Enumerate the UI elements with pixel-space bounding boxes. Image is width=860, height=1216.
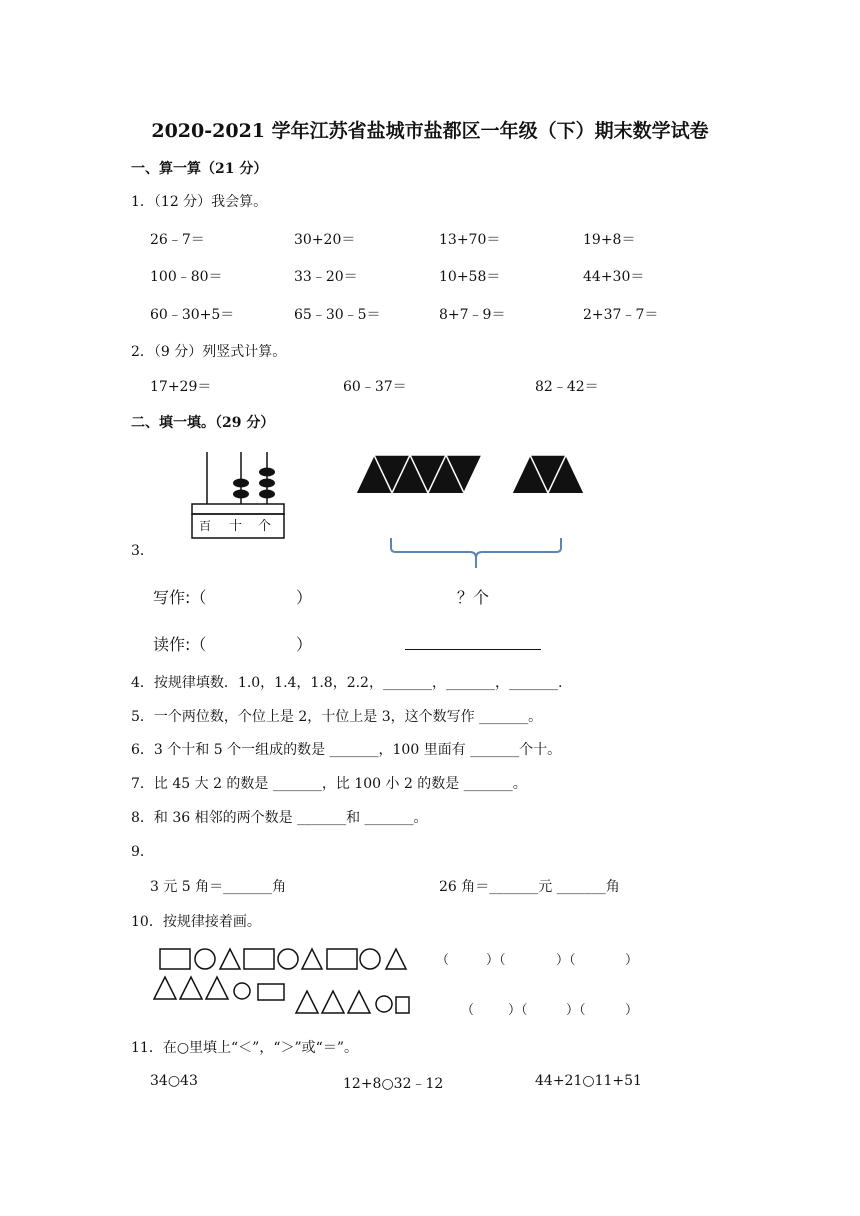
q9-number: 9． <box>131 844 154 860</box>
q4-text: 4．按规律填数．1.0，1.4，1.8，2.2，_______，_______，_______. <box>131 675 563 691</box>
q11-item: 12+8○32﹣12 <box>343 1076 444 1092</box>
circle-icon <box>376 996 392 1012</box>
q7-text: 7．比 45 大 2 的数是 _______，比 100 小 2 的数是 _______。 <box>131 776 527 792</box>
q1-item: 44+30＝ <box>583 269 645 285</box>
q3-answer-line <box>405 649 541 650</box>
circle-icon <box>360 949 380 969</box>
square-icon <box>160 949 190 969</box>
triangle-icon <box>386 949 406 969</box>
q1-item: 2+37﹣7＝ <box>583 307 659 323</box>
q1-item: 26﹣7＝ <box>150 232 205 248</box>
q2-item: 60﹣37＝ <box>343 379 407 395</box>
page-title: 2020-2021 学年江苏省盐城市盐都区一年级（下）期末数学试卷 <box>151 120 709 142</box>
square-icon <box>244 949 274 969</box>
square-icon <box>396 997 409 1013</box>
q3-read-close: ） <box>296 635 313 654</box>
q1-item: 8+7﹣9＝ <box>439 307 506 323</box>
triangle-row-right <box>512 455 584 493</box>
q10-paren: ）（ <box>566 1003 586 1018</box>
q1-item: 19+8＝ <box>583 232 636 248</box>
q1-item: 60﹣30+5＝ <box>150 307 235 323</box>
abacus-label-hundreds: 百 <box>199 519 212 533</box>
circle-icon <box>234 983 250 999</box>
q1-item: 13+70＝ <box>439 232 501 248</box>
abacus-label-ones: 个 <box>258 519 272 534</box>
triangle-icon <box>322 991 344 1013</box>
q2-label: 2．（9 分）列竖式计算。 <box>131 344 287 360</box>
q10-label: 10．按规律接着画。 <box>131 914 261 930</box>
triangle-group-figure <box>352 451 584 497</box>
q3-count-label: ？个 <box>457 588 490 607</box>
q10-paren: ）（ <box>486 953 506 968</box>
triangle-icon <box>302 949 322 969</box>
circle-icon <box>278 949 298 969</box>
q2-item: 82﹣42＝ <box>535 379 599 395</box>
q1-label: 1．（12 分）我会算。 <box>131 194 268 210</box>
abacus-beads <box>233 468 275 499</box>
q1-item: 65﹣30﹣5＝ <box>294 307 381 323</box>
square-icon <box>327 949 357 969</box>
q2-item: 17+29＝ <box>150 379 212 395</box>
brace-icon <box>386 534 566 572</box>
triangle-icon <box>154 977 176 999</box>
q10-paren: ） <box>625 1003 639 1018</box>
section-1-heading: 一、算一算（21 分） <box>131 161 268 177</box>
q11-label: 11．在○里填上“＜”，“＞”或“＝”。 <box>131 1040 358 1056</box>
q10-paren: ） <box>625 953 639 968</box>
q9-left: 3 元 5 角＝_______角 <box>150 879 287 895</box>
q5-text: 5．一个两位数，个位上是 2，十位上是 3，这个数写作 _______。 <box>131 709 543 725</box>
q3-write-close: ） <box>296 588 313 607</box>
q11-item: 34○43 <box>150 1073 198 1089</box>
abacus-label-tens: 十 <box>229 519 243 534</box>
triangle-icon <box>180 977 202 999</box>
triangle-icon <box>348 991 370 1013</box>
triangle-icon <box>220 949 240 969</box>
q6-text: 6．3 个十和 5 个一组成的数是 _______，100 里面有 _______个十。 <box>131 742 562 758</box>
q10-paren: （ <box>436 953 450 968</box>
shape-pattern-figure-2 <box>292 985 410 1017</box>
q1-item: 10+58＝ <box>439 269 501 285</box>
q1-item: 100﹣80＝ <box>150 269 223 285</box>
q10-paren: ）（ <box>508 1003 528 1018</box>
triangle-icon <box>206 977 228 999</box>
q8-text: 8．和 36 相邻的两个数是 _______和 _______。 <box>131 810 428 826</box>
q9-right: 26 角＝_______元 _______角 <box>439 879 620 895</box>
circle-icon <box>195 949 215 969</box>
q3-number: 3． <box>131 543 154 559</box>
q10-paren: ）（ <box>556 953 576 968</box>
triangle-icon <box>296 991 318 1013</box>
q10-paren: （ <box>461 1003 475 1018</box>
q1-item: 30+20＝ <box>294 232 356 248</box>
q3-read-label: 读作:（ <box>153 635 207 654</box>
section-2-heading: 二、填一填。（29 分） <box>131 415 275 431</box>
q1-item: 33﹣20＝ <box>294 269 358 285</box>
q3-write-label: 写作:（ <box>153 588 207 607</box>
q11-item: 44+21○11+51 <box>535 1073 642 1089</box>
square-icon <box>258 984 284 1000</box>
